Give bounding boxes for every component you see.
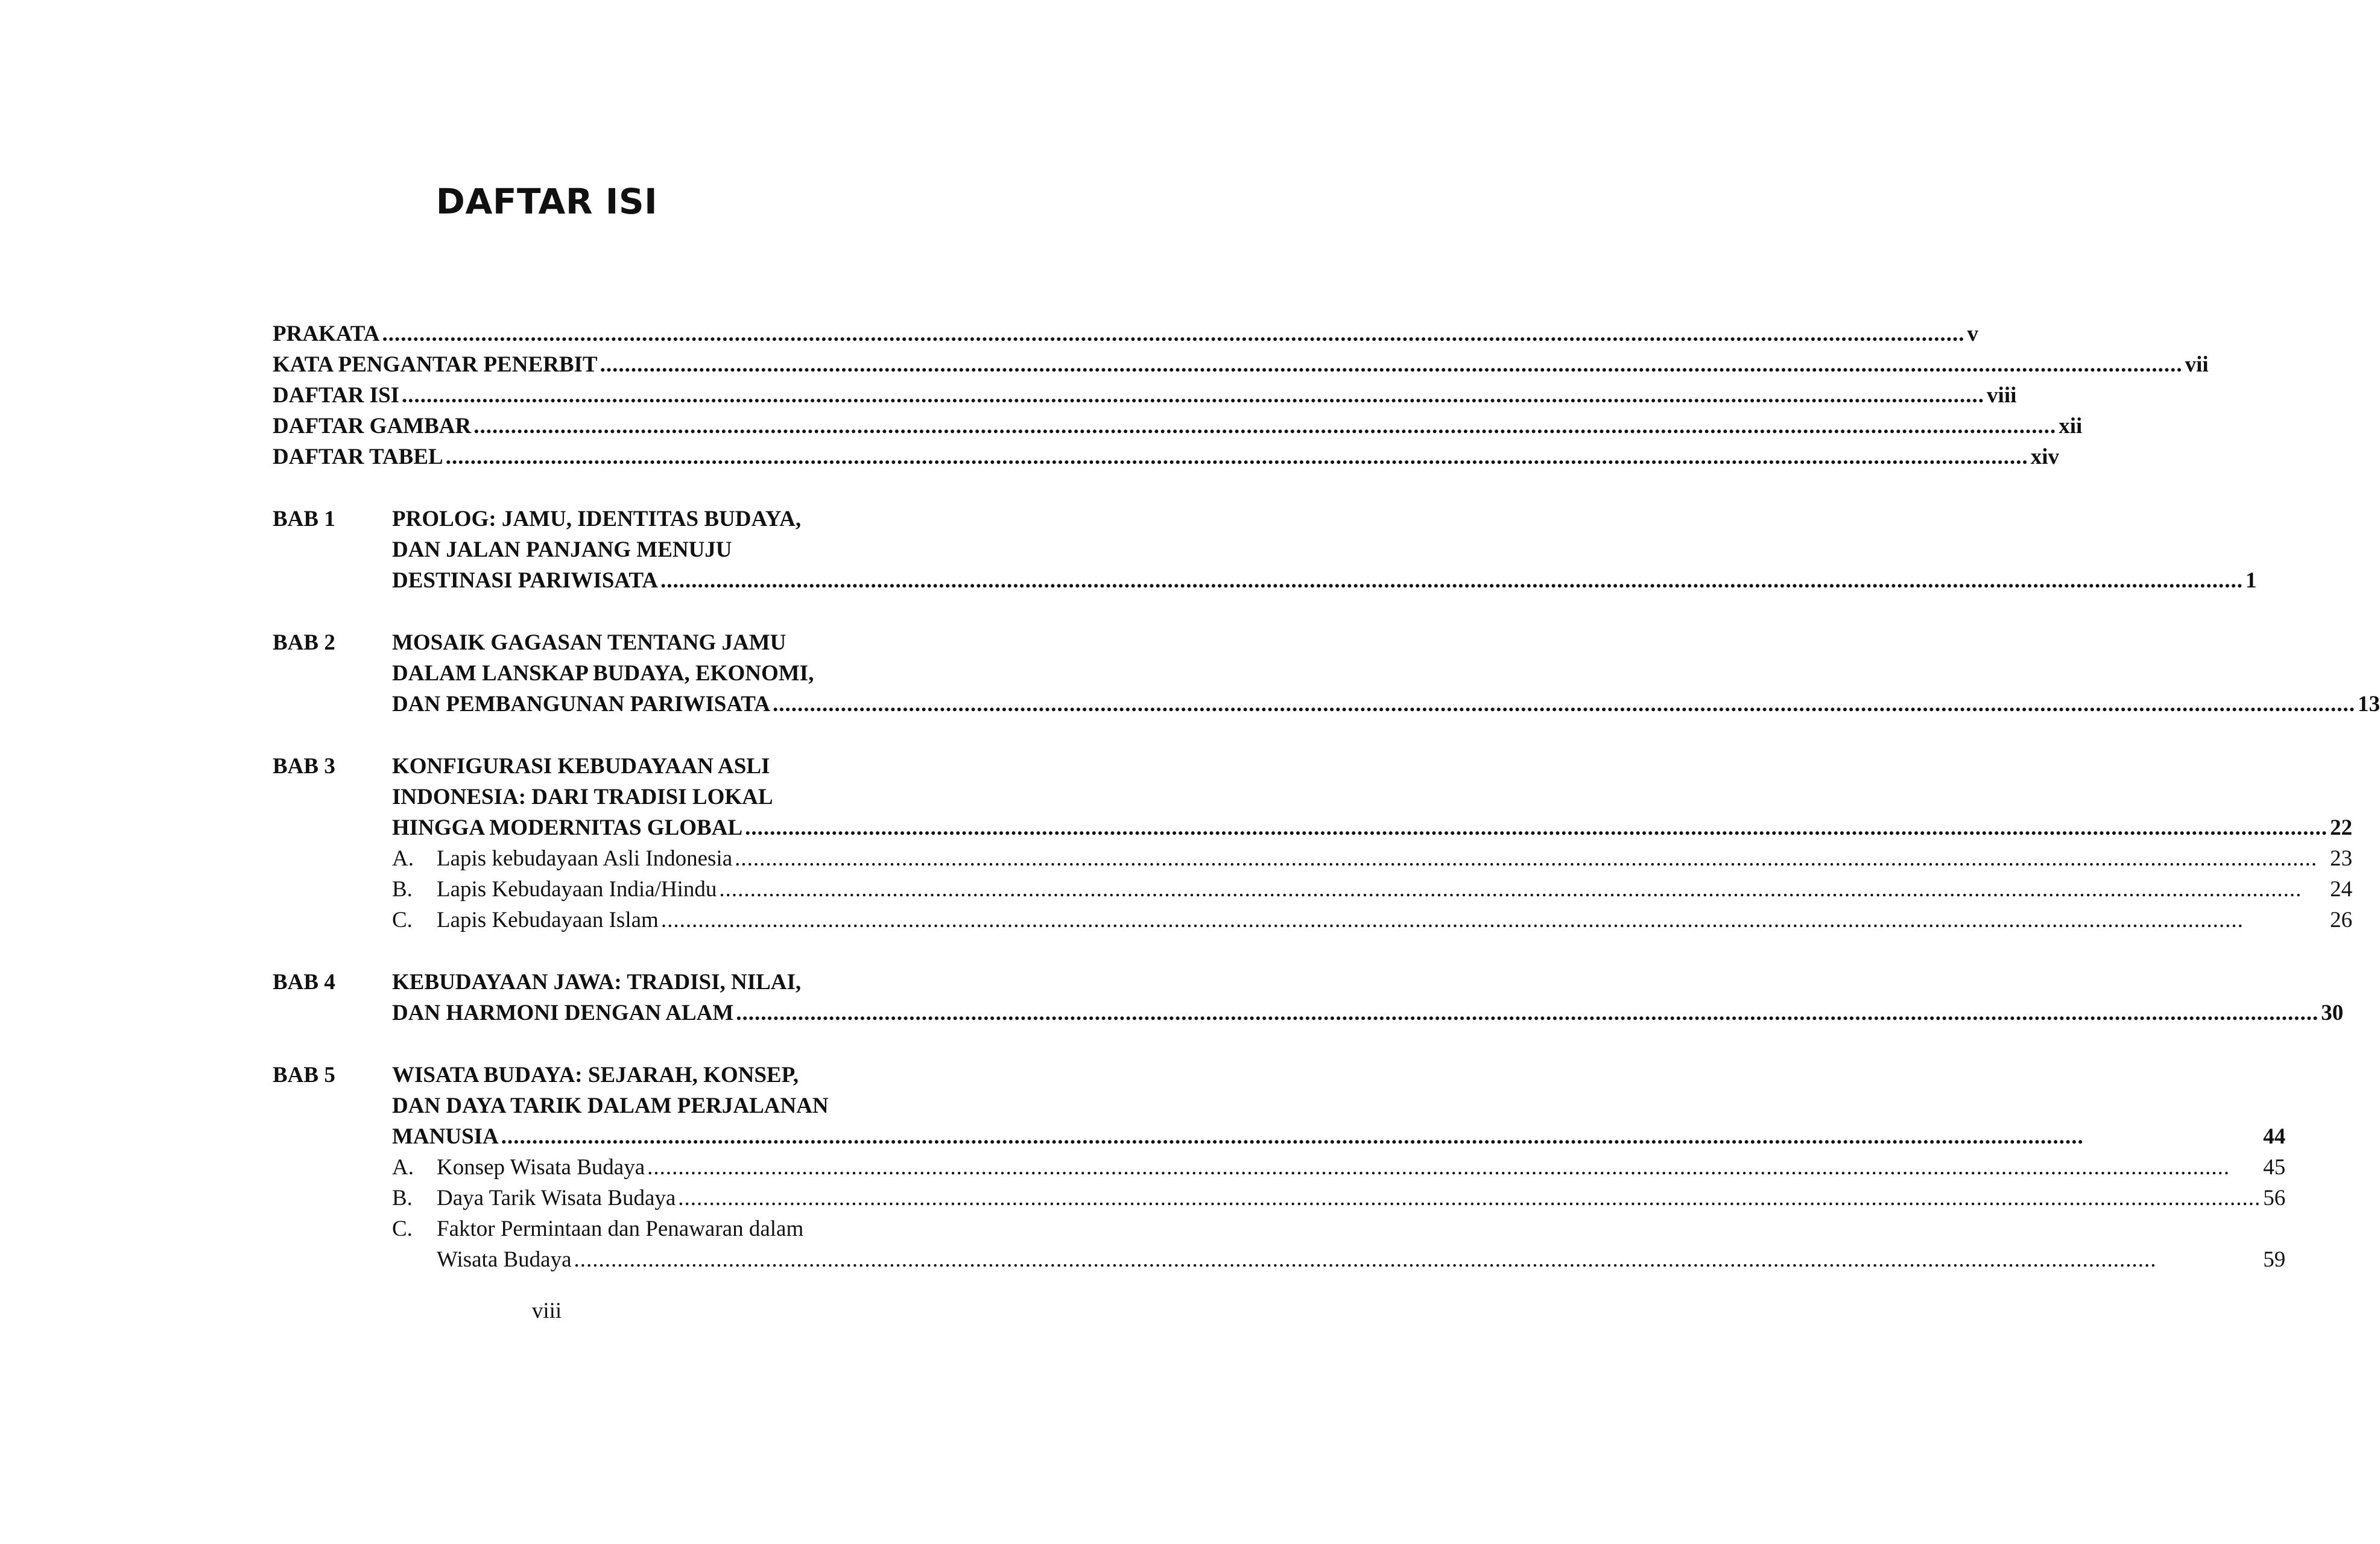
page-title: DAFTAR ISI	[435, 181, 658, 222]
chapter-4-entry[interactable]	[392, 998, 2343, 1028]
dot-leader	[719, 874, 2328, 905]
chapter-number: BAB 1	[273, 507, 335, 531]
section-letter: B.	[392, 1186, 413, 1210]
chapter-page: 22	[2330, 815, 2353, 840]
chapter-number: BAB 4	[273, 970, 335, 995]
spacer	[273, 596, 978, 627]
chapter-title-line: MOSAIK GAGASAN TENTANG JAMU	[392, 630, 786, 655]
spacer	[273, 472, 978, 504]
chapter-title-line: WISATA BUDAYA: SEJARAH, KONSEP,	[392, 1063, 799, 1087]
chapter-1-entry[interactable]	[392, 565, 2257, 596]
section-page: 24	[2330, 877, 2353, 902]
chapter-title-line: MANUSIA	[392, 1124, 499, 1149]
spacer	[273, 1028, 978, 1060]
section-label-line: Faktor Permintaan dan Penawaran dalam	[437, 1217, 804, 1241]
dot-leader	[382, 318, 1964, 349]
section-label: Lapis Kebudayaan Islam	[437, 908, 659, 932]
chapter-page: 1	[2245, 568, 2257, 593]
spacer	[273, 720, 978, 751]
chapter-1	[273, 504, 2257, 596]
section-page: 23	[2330, 846, 2353, 871]
toc-entry-label: PRAKATA	[273, 321, 380, 346]
chapter-number: BAB 5	[273, 1063, 335, 1087]
chapter-number: BAB 2	[273, 630, 335, 655]
toc-entry-label: DAFTAR TABEL	[273, 445, 443, 469]
chapter-5	[273, 1060, 2286, 1275]
section-letter: A.	[392, 1155, 414, 1180]
toc-entry-page: viii	[1987, 383, 2017, 408]
page-number: viii	[531, 1299, 562, 1323]
chapter-title-line: KONFIGURASI KEBUDAYAAN ASLI	[392, 754, 770, 779]
chapter-title-line: HINGGA MODERNITAS GLOBAL	[392, 815, 743, 840]
toc-entry-label: DAFTAR GAMBAR	[273, 414, 472, 438]
dot-leader	[647, 1152, 2261, 1183]
chapter-title-line: KEBUDAYAAN JAWA: TRADISI, NILAI,	[392, 970, 802, 995]
section-entry[interactable]	[392, 1183, 2285, 1213]
dot-leader	[600, 349, 2183, 380]
toc-entry-label: KATA PENGANTAR PENERBIT	[273, 352, 598, 377]
table-of-contents	[273, 318, 2380, 1275]
dot-leader	[678, 1183, 2261, 1213]
chapter-page: 30	[2321, 1001, 2344, 1025]
dot-leader	[736, 998, 2318, 1028]
toc-entry-page: vii	[2185, 352, 2209, 377]
dot-leader	[574, 1244, 2261, 1275]
dot-leader	[735, 843, 2328, 874]
section-letter: C.	[392, 908, 413, 932]
chapter-title-line: DAN HARMONI DENGAN ALAM	[392, 1001, 734, 1025]
chapter-title-line: DAN JALAN PANJANG MENUJU	[392, 537, 732, 562]
chapter-3-entry[interactable]	[392, 812, 2352, 843]
section-label: Wisata Budaya	[437, 1247, 572, 1272]
toc-entry-page: xii	[2059, 414, 2083, 438]
section-entry[interactable]	[392, 905, 2352, 935]
chapter-3	[273, 751, 2353, 935]
toc-entry-daftar-isi[interactable]	[273, 380, 2017, 411]
toc-entry-kata-pengantar[interactable]	[273, 349, 2209, 380]
toc-entry-page: xiv	[2030, 445, 2059, 469]
toc-entry-daftar-gambar[interactable]	[273, 411, 2083, 441]
section-label: Lapis Kebudayaan India/Hindu	[437, 877, 717, 902]
section-entry[interactable]	[392, 843, 2352, 874]
section-page: 59	[2263, 1247, 2286, 1272]
chapter-title-line: INDONESIA: DARI TRADISI LOKAL	[392, 785, 773, 809]
dot-leader	[402, 380, 1984, 411]
section-entry[interactable]	[392, 874, 2352, 905]
chapter-title-line: DALAM LANSKAP BUDAYA, EKONOMI,	[392, 661, 814, 686]
section-page: 45	[2263, 1155, 2286, 1180]
section-page: 26	[2330, 908, 2353, 932]
chapter-title-line: DAN DAYA TARIK DALAM PERJALANAN	[392, 1093, 829, 1118]
toc-entry-daftar-tabel[interactable]	[273, 441, 2059, 472]
dot-leader	[473, 411, 2056, 441]
section-letter: B.	[392, 877, 413, 902]
chapter-title-line: PROLOG: JAMU, IDENTITAS BUDAYA,	[392, 507, 802, 531]
chapter-title-line: DESTINASI PARIWISATA	[392, 568, 659, 593]
section-label: Konsep Wisata Budaya	[437, 1155, 645, 1180]
chapter-2-entry[interactable]	[392, 689, 2380, 720]
chapter-page: 44	[2263, 1124, 2286, 1149]
toc-entry-prakata[interactable]	[273, 318, 1978, 349]
chapter-page: 13	[2357, 692, 2380, 717]
toc-entry-page: v	[1967, 321, 1978, 346]
dot-leader	[446, 441, 2028, 472]
dot-leader	[660, 565, 2243, 596]
section-letter: A.	[392, 846, 414, 871]
chapter-4	[273, 967, 2344, 1028]
chapter-2	[273, 627, 2380, 720]
front-matter-list	[273, 318, 2209, 472]
dot-leader	[661, 905, 2328, 935]
section-label: Lapis kebudayaan Asli Indonesia	[437, 846, 733, 871]
section-entry[interactable]	[392, 1213, 2285, 1275]
spacer	[273, 935, 978, 967]
chapter-number: BAB 3	[273, 754, 335, 779]
section-page: 56	[2263, 1186, 2286, 1210]
chapter-5-entry[interactable]	[392, 1121, 2285, 1152]
section-label: Daya Tarik Wisata Budaya	[437, 1186, 676, 1210]
section-letter: C.	[392, 1217, 413, 1241]
dot-leader	[745, 812, 2328, 843]
chapter-title-line: DAN PEMBANGUNAN PARIWISATA	[392, 692, 770, 717]
section-entry[interactable]	[392, 1152, 2285, 1183]
dot-leader	[501, 1121, 2261, 1152]
dot-leader	[773, 689, 2355, 720]
toc-entry-label: DAFTAR ISI	[273, 383, 400, 408]
